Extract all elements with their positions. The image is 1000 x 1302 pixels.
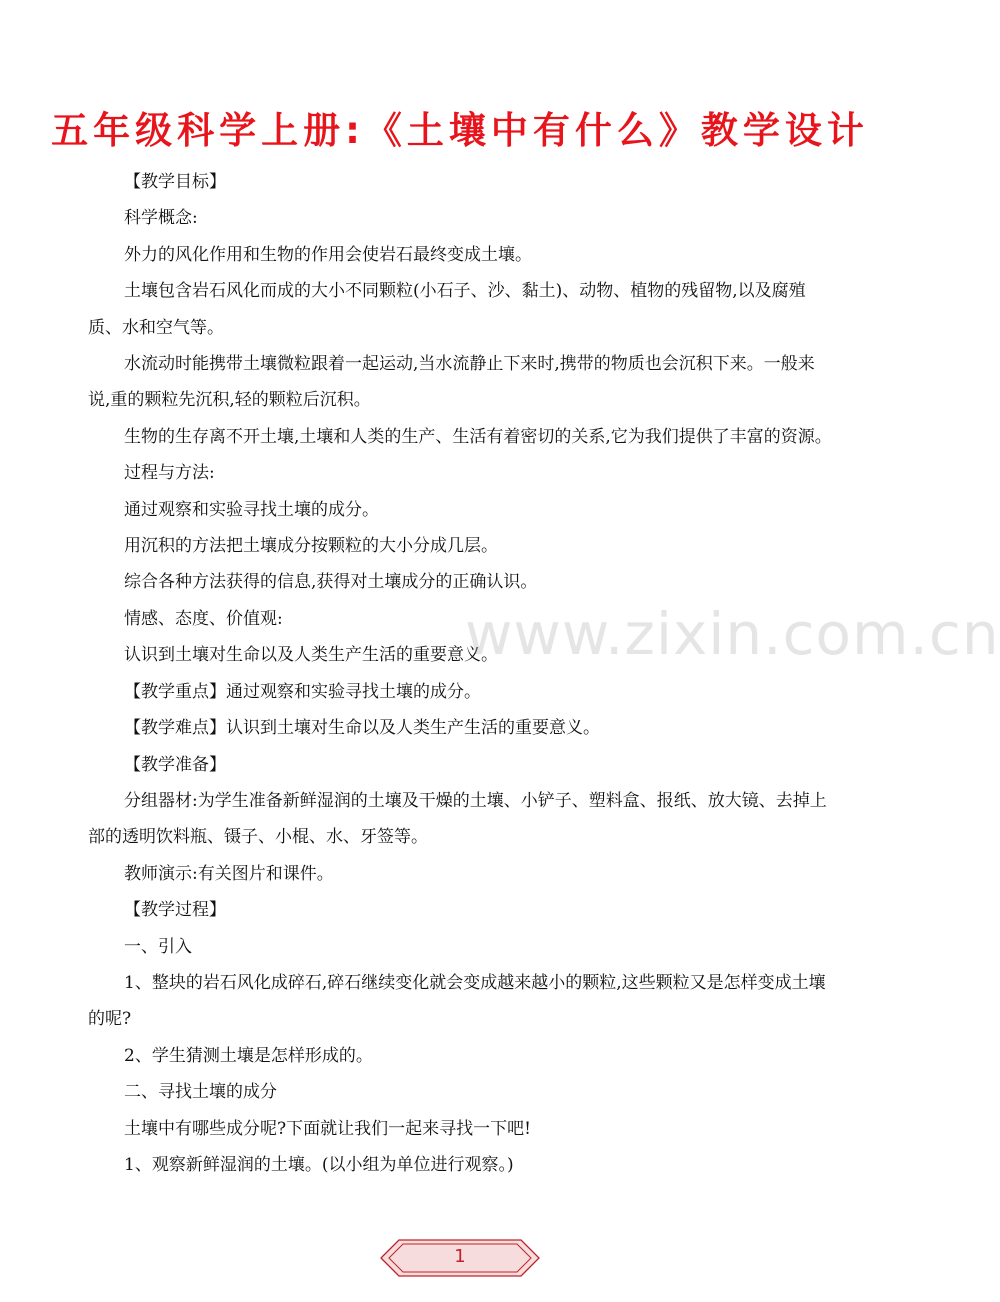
watermark: www.zixin.com.cn — [465, 600, 1000, 668]
paragraph: 【教学目标】 — [124, 172, 226, 192]
paragraph: 情感、态度、价值观: — [124, 608, 283, 629]
paragraph: 1、整块的岩石风化成碎石,碎石继续变化就会变成越来越小的颗粒,这些颗粒又是怎样变成土壤的呢? — [88, 972, 826, 1030]
paragraph: 【教学重点】通过观察和实验寻找土壤的成分。 — [124, 681, 481, 702]
paragraph: 用沉积的方法把土壤成分按颗粒的大小分成几层。 — [124, 536, 498, 557]
paragraph: 【教学准备】 — [124, 754, 226, 775]
document-title: 五年级科学上册:《土壤中有什么》教学设计 — [51, 109, 869, 152]
paragraph: 水流动时能携带土壤微粒跟着一起运动,当水流静止下来时,携带的物质也会沉积下来。一般来说,重的颗粒先沉积,轻的颗粒后沉积。 — [88, 354, 815, 411]
paragraph: 通过观察和实验寻找土壤的成分。 — [124, 499, 379, 520]
paragraph: 二、寻找土壤的成分 — [124, 1082, 277, 1103]
paragraph: 外力的风化作用和生物的作用会使岩石最终变成土壤。 — [124, 244, 532, 265]
page-number: 1 — [454, 1246, 466, 1267]
paragraph: 1、观察新鲜湿润的土壤。(以小组为单位进行观察。) — [124, 1154, 514, 1175]
paragraph: 一、引入 — [124, 936, 192, 957]
paragraph: 土壤中有哪些成分呢?下面就让我们一起来寻找一下吧! — [124, 1118, 531, 1139]
paragraph: 科学概念: — [124, 208, 198, 229]
paragraph: 综合各种方法获得的信息,获得对土壤成分的正确认识。 — [124, 572, 538, 593]
paragraph: 教师演示:有关图片和课件。 — [124, 863, 334, 884]
paragraph: 土壤包含岩石风化而成的大小不同颗粒(小石子、沙、黏土)、动物、植物的残留物,以及腐殖质、水和空气等。 — [88, 281, 806, 338]
document-body — [88, 164, 836, 1183]
paragraph: 【教学难点】认识到土壤对生命以及人类生产生活的重要意义。 — [124, 718, 600, 739]
paragraph: 【教学过程】 — [124, 900, 226, 921]
page-number-badge — [377, 1236, 543, 1280]
paragraph: 2、学生猜测土壤是怎样形成的。 — [124, 1045, 373, 1066]
paragraph: 生物的生存离不开土壤,土壤和人类的生产、生活有着密切的关系,它为我们提供了丰富的资源。 — [124, 426, 832, 447]
paragraph: 分组器材:为学生准备新鲜湿润的土壤及干燥的土壤、小铲子、塑料盒、报纸、放大镜、去掉上部的透明饮料瓶、镊子、小棍、水、牙签等。 — [88, 790, 827, 848]
paragraph: 过程与方法: — [124, 463, 215, 484]
paragraph: 认识到土壤对生命以及人类生产生活的重要意义。 — [124, 645, 498, 666]
